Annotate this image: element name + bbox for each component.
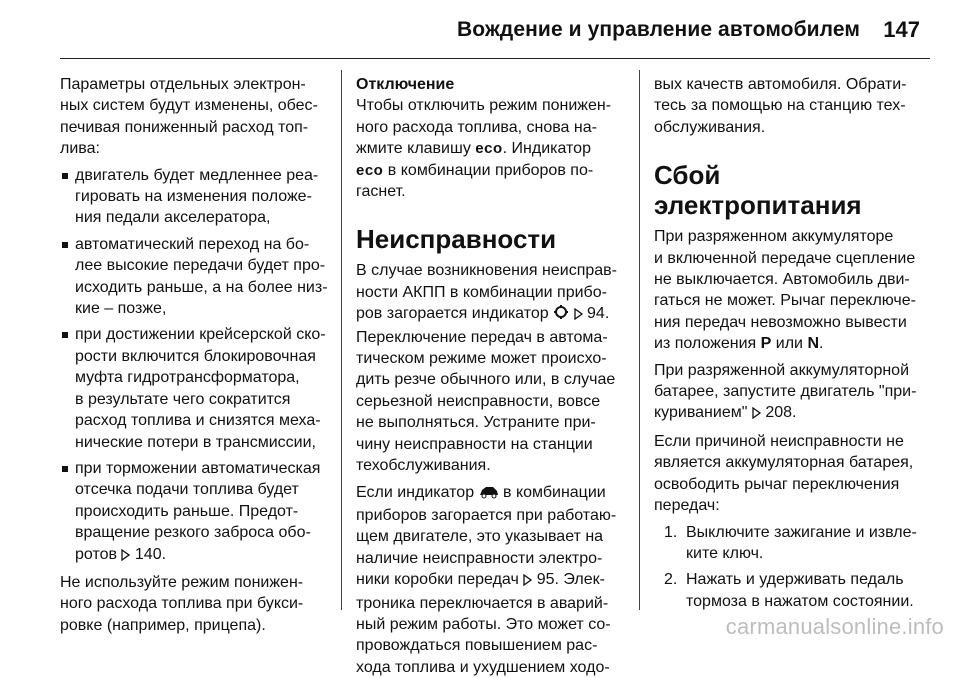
text-line: Выключите зажигание и извле- (686, 522, 926, 543)
section-heading-off: Отключение (356, 74, 628, 95)
text-line: кие – позже, (75, 298, 332, 319)
text-line: щем двигателе, это указывает на (356, 526, 628, 547)
text-line: исходить раньше, а на более низ- (75, 277, 332, 298)
text-line (356, 160, 628, 181)
text-line: расход топлива и снизятся меха- (75, 410, 332, 431)
step-number: 1. (664, 522, 677, 543)
text-line: Чтобы отключить режим понижен- (356, 95, 628, 116)
text-line: Если причиной неисправности не (654, 431, 926, 452)
text-fragment: . (819, 335, 823, 352)
numbered-step (654, 522, 926, 565)
page-header (0, 0, 960, 62)
bullet-item (60, 458, 332, 567)
text-line: ности АКПП в комбинации прибо- (356, 282, 628, 303)
text-line: муфта гидротрансформатора, (75, 367, 332, 388)
gear-position-p: P (761, 335, 772, 352)
text-fragment: куриванием" (654, 404, 752, 421)
text-line: гаснет. (356, 181, 628, 202)
text-fragment: Если индикатор (356, 484, 479, 501)
square-bullet-icon (62, 332, 68, 338)
text-line: ровке (например, прицепа). (60, 615, 332, 636)
text-line: тесь за помощью на станцию тех- (654, 95, 926, 116)
text-line: отсечка подачи топлива будет (75, 479, 332, 500)
paragraph (654, 431, 926, 517)
text-line: освободить рычаг переключения (654, 474, 926, 495)
column-divider (341, 70, 342, 610)
text-fragment: или (771, 335, 807, 352)
text-line: при достижении крейсерской ско- (75, 324, 332, 345)
text-line: Переключение передач в автома- (356, 327, 628, 348)
page-reference[interactable]: 95. Элек- (537, 571, 605, 588)
text-line: троника переключается в аварий- (356, 593, 628, 614)
text-line (75, 544, 332, 567)
square-bullet-icon (62, 242, 68, 248)
text-line (356, 569, 628, 592)
square-bullet-icon (62, 466, 68, 472)
text-line (356, 138, 628, 159)
text-line: ките ключ. (686, 543, 926, 564)
text-fragment: ров загорается индикатор (356, 305, 553, 322)
header-rule (60, 58, 930, 59)
intro-paragraph (60, 74, 332, 160)
text-line: В случае возникновения неисправ- (356, 260, 628, 281)
step-number: 2. (664, 569, 677, 590)
text-line: передач: (654, 495, 926, 516)
triangle-right-icon (121, 546, 130, 567)
text-line: обслуживания. (654, 117, 926, 138)
text-line: двигатель будет медленнее реа- (75, 165, 332, 186)
gear-position-n: N (807, 335, 819, 352)
text-line (654, 402, 926, 425)
watermark: carmanualsonline.info (726, 614, 944, 640)
text-line: лее высокие передачи будет про- (75, 255, 332, 276)
paragraph (356, 482, 628, 678)
text-line: тормоза в нажатом состоянии. (686, 591, 926, 612)
text-fragment: ротов (75, 546, 121, 563)
text-line: не выключается. Автомобиль дви- (654, 269, 926, 290)
text-line: гировать на изменения положе- (75, 186, 332, 207)
triangle-right-icon (523, 571, 532, 592)
text-line: чину неисправности на станции (356, 434, 628, 455)
square-bullet-icon (62, 173, 68, 179)
chapter-title: Вождение и управление автомобилем (457, 18, 860, 42)
text-line: ния передач невозможно вывести (654, 312, 926, 333)
text-line: Параметры отдельных электрон- (60, 74, 332, 95)
text-line (356, 482, 628, 505)
text-line: лива: (60, 138, 332, 159)
column-divider (639, 70, 640, 610)
text-line: хода топлива и ухудшением ходо- (356, 657, 628, 678)
text-fragment: жмите клавишу (356, 140, 475, 157)
text-line: автоматический переход на бо- (75, 234, 332, 255)
car-icon (479, 484, 499, 505)
bullet-item (60, 165, 332, 229)
page-reference[interactable]: 140. (135, 546, 166, 563)
text-line: провождаться повышением рас- (356, 635, 628, 656)
section-heading-power: Сбой электропитания (654, 160, 926, 220)
text-line: техобслуживания. (356, 455, 628, 476)
text-line: печивая пониженный расход топ- (60, 117, 332, 138)
text-line: не выполняться. Устраните при- (356, 412, 628, 433)
text-line: приборов загорается при работаю- (356, 505, 628, 526)
text-fragment: в комбинации (499, 484, 606, 501)
text-line (356, 303, 628, 326)
text-line: является аккумуляторная батарея, (654, 452, 926, 473)
text-line: происходить раньше. Предот- (75, 501, 332, 522)
text-line: ния педали акселератора, (75, 207, 332, 228)
triangle-right-icon (752, 404, 761, 425)
text-line: ного расхода топлива, снова на- (356, 117, 628, 138)
text-line: вых качеств автомобиля. Обрати- (654, 74, 926, 95)
column-3 (654, 74, 926, 612)
text-line: и включенной передаче сцепление (654, 248, 926, 269)
numbered-step (654, 569, 926, 612)
eco-button-label: eco (475, 140, 502, 157)
bullet-item (60, 324, 332, 452)
text-line: дить резче обычного или, в случае (356, 369, 628, 390)
gear-wrench-icon (553, 304, 569, 326)
outro-paragraph (60, 572, 332, 636)
text-line: вращение резкого заброса обо- (75, 522, 332, 543)
text-line: тическом режиме может происхо- (356, 348, 628, 369)
eco-indicator-label: eco (356, 162, 383, 179)
text-line: при торможении автоматическая (75, 458, 332, 479)
page-reference[interactable]: 94. (587, 305, 609, 322)
text-line (654, 333, 926, 354)
bullet-item (60, 234, 332, 320)
text-line: рости включится блокировочная (75, 346, 332, 367)
triangle-right-icon (574, 305, 583, 326)
page-reference[interactable]: 208. (765, 404, 796, 421)
text-fragment: . Индикатор (503, 140, 591, 157)
text-line: При разряженной аккумуляторной (654, 360, 926, 381)
text-fragment: из положения (654, 335, 761, 352)
text-line: ный режим работы. Это может со- (356, 614, 628, 635)
text-line: При разряженном аккумуляторе (654, 226, 926, 247)
text-line: ных систем будут изменены, обес- (60, 95, 332, 116)
text-line: Не используйте режим понижен- (60, 572, 332, 593)
text-fragment: ники коробки передач (356, 571, 523, 588)
text-line: серьезной неисправности, вовсе (356, 391, 628, 412)
text-fragment: в комбинации приборов по- (383, 162, 593, 179)
text-line: Нажать и удерживать педаль (686, 569, 926, 590)
column-1 (60, 74, 332, 636)
page-number: 147 (883, 17, 920, 43)
text-line: гаться не может. Рычаг переключе- (654, 290, 926, 311)
text-line: в результате чего сократится (75, 389, 332, 410)
text-line: ного расхода топлива при букси- (60, 593, 332, 614)
text-line: нические потери в трансмиссии, (75, 432, 332, 453)
paragraph (654, 360, 926, 426)
text-line: батарее, запустите двигатель "при- (654, 381, 926, 402)
section-heading-faults: Неисправности (356, 224, 628, 254)
column-2 (356, 74, 628, 678)
text-line: наличие неисправности электро- (356, 548, 628, 569)
